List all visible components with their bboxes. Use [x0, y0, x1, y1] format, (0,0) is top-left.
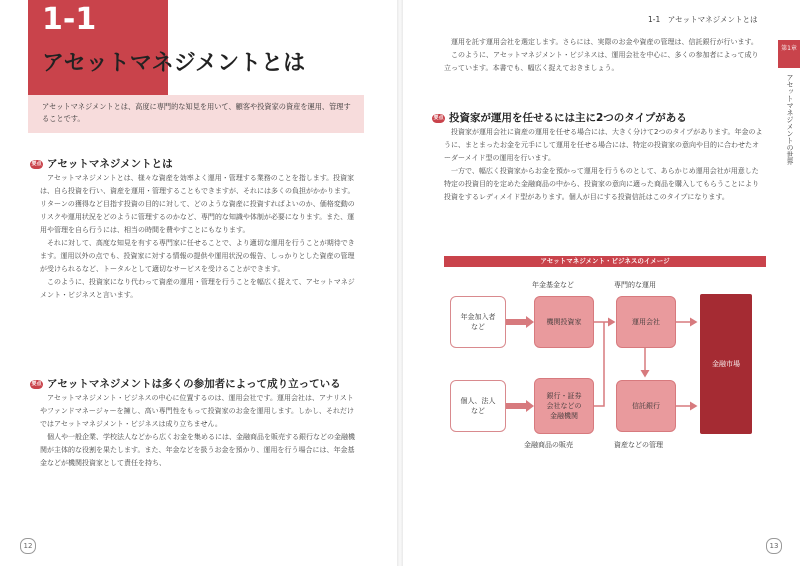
arrow-head: [526, 316, 534, 328]
paragraph: 投資家が運用会社に資産の運用を任せる場合には、大きく分けて2つのタイプがあります。年金のように、まとまったお金を元手にして運用を任せる場合には、特定の投資家の意向や目的に合わせたオーダーメイド型の運用を行います。: [444, 128, 763, 162]
section-number: 1-1: [42, 2, 97, 37]
node-pension-subscriber: 年金加入者 など: [450, 296, 506, 348]
chapter-side-tab: [778, 40, 800, 180]
arrow-bank-to-manager: [594, 322, 604, 406]
section-heading-2: [30, 376, 341, 391]
section-body-3: [444, 126, 764, 204]
paragraph: アセットマネジメント・ビジネスの中心に位置するのは、運用会社です。運用会社は、アナリストやファンドマネージャーを擁し、高い専門性をもって投資家のお金を運用します。しかし、それだけではアセットマネジメント・ビジネスは成り立ちません。: [40, 394, 355, 428]
label-professional-management: 専門的な運用: [614, 281, 656, 289]
diagram-title: アセットマネジメント・ビジネスのイメージ: [444, 256, 766, 267]
chapter-side-text: アセットマネジメントの世界: [786, 74, 794, 165]
node-institutional-investor: 機関投資家: [534, 296, 594, 348]
point-badge: 要点: [31, 380, 42, 387]
paragraph: アセットマネジメントとは、様々な資産を効率よく運用・管理する業務のことを指します。投資家は、自ら投資を行い、資産を運用・管理することもできますが、それには多くの負担がかかります。リターンの獲得など目指す投資の目的に対して、どのような資産に投資すればよいのか、価格変動のリスクや運用状況をどのように管理するのかなど、専門的な知識や体制が必要になります。また、運用や管理を自ら行うには、相当の時間を費やすことにもなります。: [40, 174, 355, 234]
paragraph: このように、投資家になり代わって資産の運用・管理を行うことを幅広く捉えて、アセットマネジメント・ビジネスと言います。: [40, 278, 355, 299]
paragraph: それに対して、高度な知見を有する専門家に任せることで、より適切な運用を行うことが期待できます。運用以外の点でも、投資家に対する情報の提供や運用状況の報告、しっかりとした資産の管理が受けられるなど、トータルとして適切なサービスを受けることができます。: [40, 239, 355, 273]
node-financial-institution: 銀行・証券 会社などの 金融機関: [534, 378, 594, 434]
label-pension-fund: 年金基金など: [532, 281, 574, 289]
label-asset-custody: 資産などの管理: [614, 441, 663, 449]
arrow-head: [526, 400, 534, 412]
section-heading-text: アセットマネジメントは多くの参加者によって成り立っている: [47, 378, 341, 390]
point-badge: 要点: [433, 114, 444, 121]
section-heading-text: アセットマネジメントとは: [47, 158, 173, 170]
lead-box: [28, 95, 364, 133]
chapter-tab: 第1章: [778, 40, 800, 68]
page-title: アセットマネジメントとは: [42, 51, 306, 76]
node-individual-corporate: 個人、法人 など: [450, 380, 506, 432]
node-asset-manager: 運用会社: [616, 296, 676, 348]
section-body-1: [40, 172, 358, 302]
page-number-left: 12: [20, 538, 36, 554]
node-trust-bank: 信託銀行: [616, 380, 676, 432]
paragraph: 運用を託す運用会社を選定します。さらには、実際のお金や資産の管理は、信託銀行が行います。: [451, 38, 758, 46]
intro-body: [444, 36, 764, 75]
right-page: [400, 0, 800, 566]
paragraph: このように、アセットマネジメント・ビジネスは、運用会社を中心に、多くの参加者によって成り立っています。本書でも、幅広く捉えておきましょう。: [444, 51, 759, 72]
point-badge: 要点: [31, 160, 42, 167]
section-heading-1: [30, 156, 173, 171]
paragraph: 個人や一般企業、学校法人などから広くお金を集めるには、金融商品を販売する銀行などの金融機関が主体的な役割を果たします。また、年金などを扱うお金を預かり、運用を行う場合には、年金基金などが機関投資家として責任を持ち、: [40, 433, 355, 467]
section-body-2: [40, 392, 358, 504]
section-heading-3: [432, 110, 687, 125]
page-number-right: 13: [766, 538, 782, 554]
running-head: 1-1 アセットマネジメントとは: [648, 15, 758, 24]
paragraph: 一方で、幅広く投資家からお金を預かって運用を行うものとして、あらかじめ運用会社が用意した特定の投資目的を定めた金融商品の中から、投資家の意向に適った商品を購入してもらうことにより投資をするレディメイド型があります。個人が目にする投資信託はこのタイプになります。: [444, 167, 759, 201]
node-financial-market: 金融市場: [700, 294, 752, 434]
business-diagram: [444, 256, 766, 452]
section-heading-text: 投資家が運用を任せるには主に2つのタイプがある: [449, 112, 687, 124]
lead-text: アセットマネジメントとは、高度に専門的な知見を用いて、顧客や投資家の資産を運用、管理することです。: [42, 102, 351, 123]
label-product-sales: 金融商品の販売: [524, 441, 573, 449]
